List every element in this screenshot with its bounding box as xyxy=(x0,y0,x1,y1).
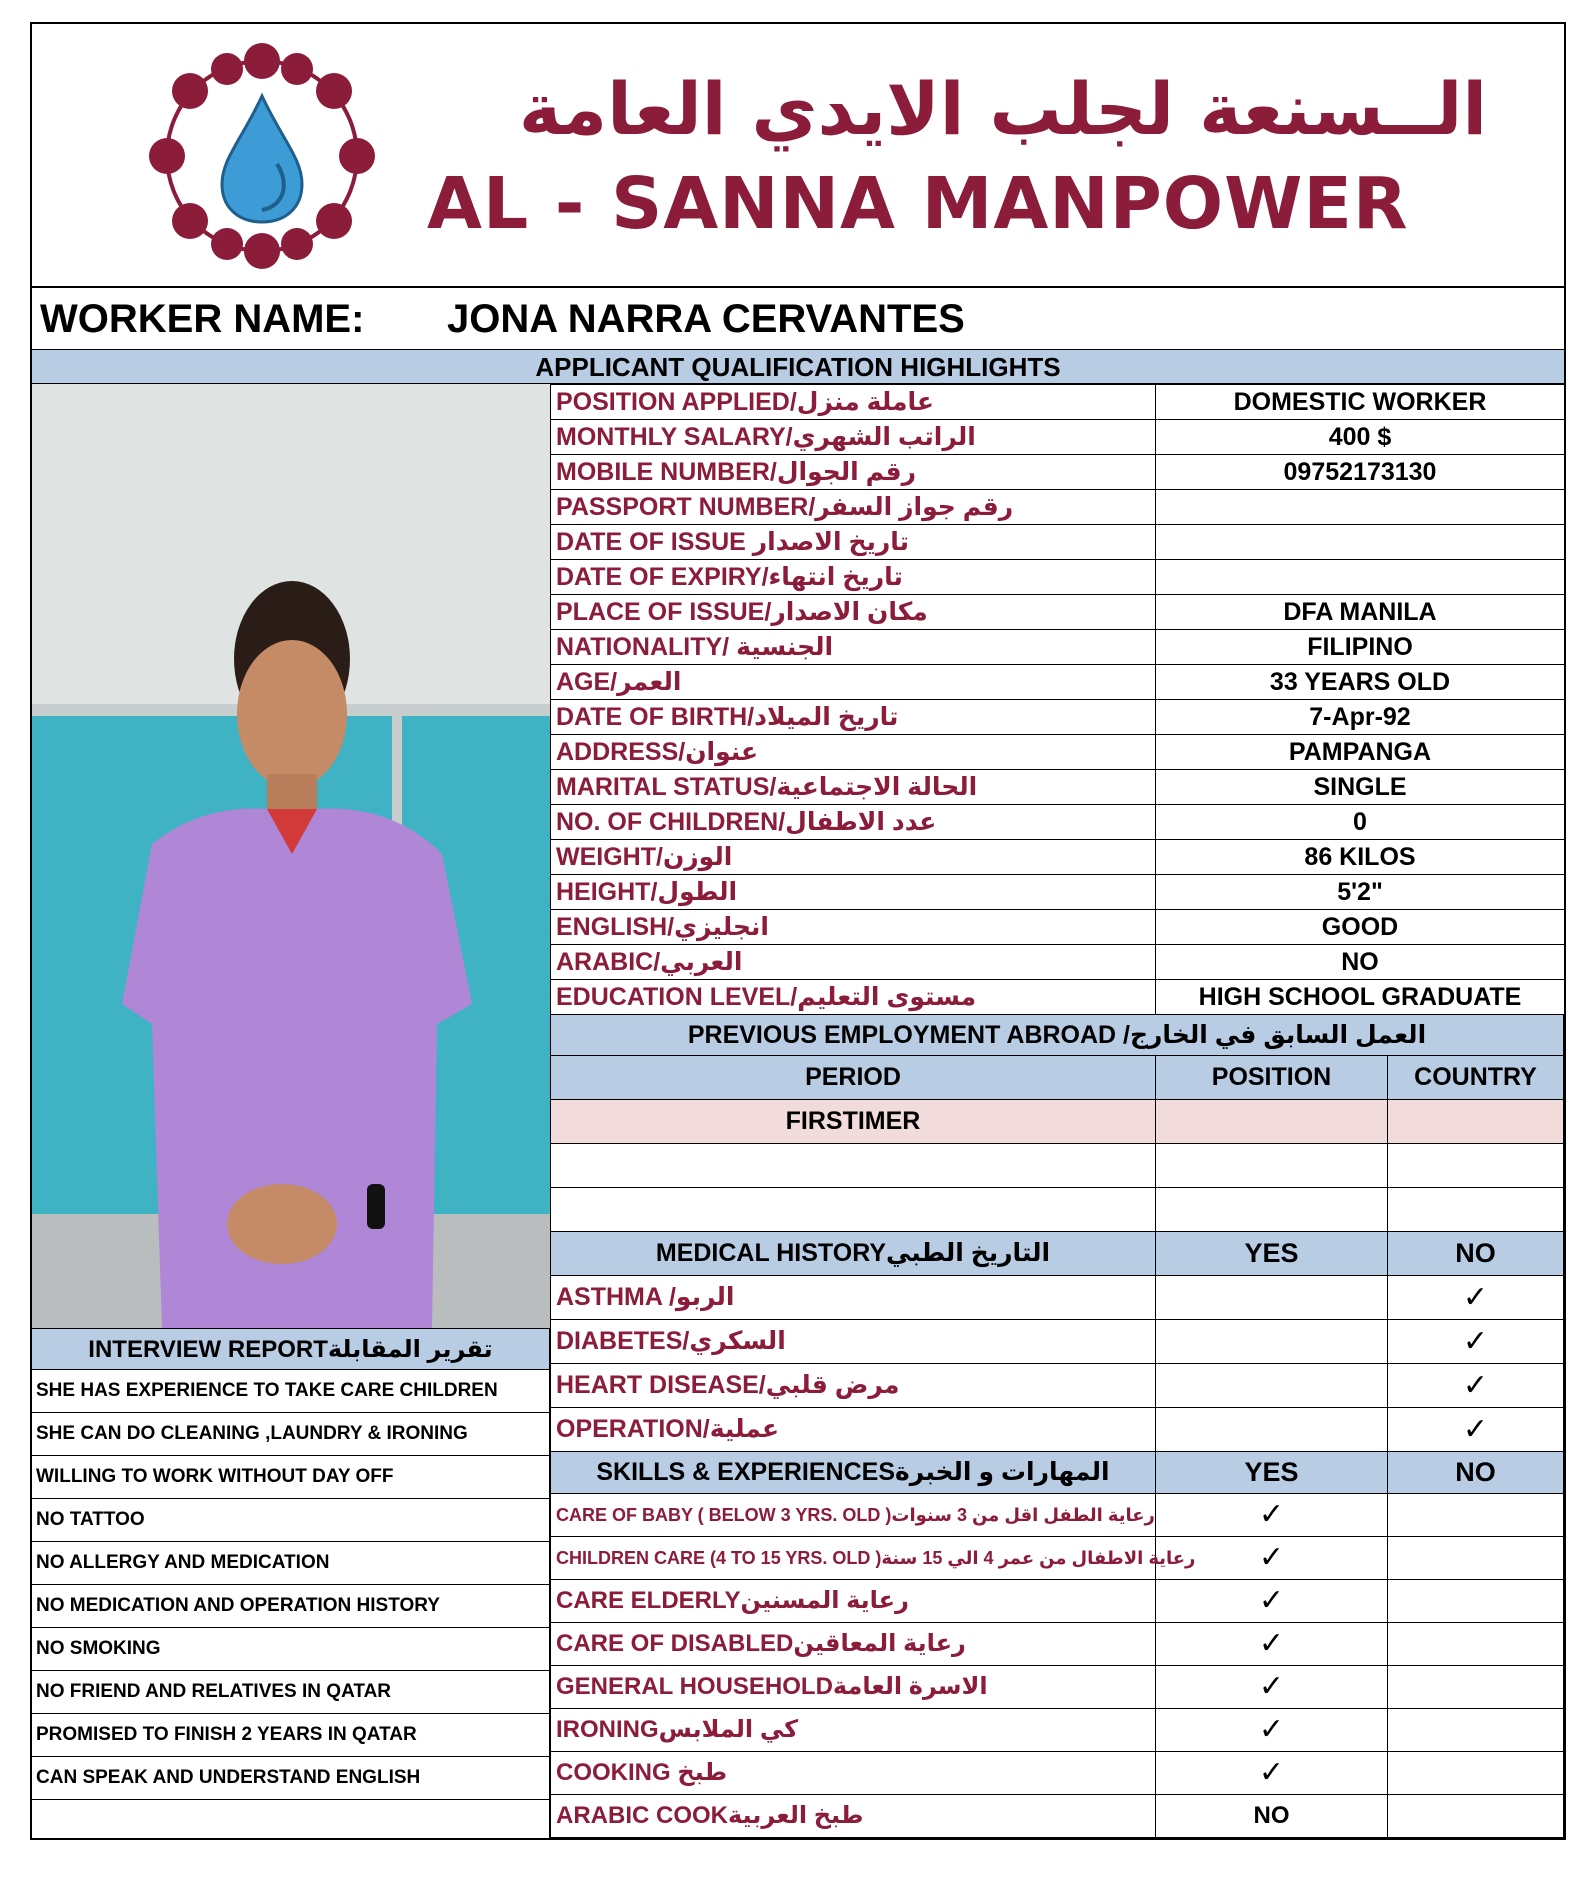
employment-header: POSITION xyxy=(1156,1056,1388,1100)
skills-title: SKILLS & EXPERIENCESالمهارات و الخبرة xyxy=(550,1452,1156,1494)
info-row xyxy=(550,944,1564,979)
info-row xyxy=(550,839,1564,874)
skill-yes-mark: ✓ xyxy=(1156,1494,1388,1537)
interview-item: NO TATTOO xyxy=(32,1499,550,1542)
info-label: NO. OF CHILDREN/عدد الاطفال xyxy=(550,805,1156,839)
info-value: 33 YEARS OLD xyxy=(1269,668,1451,696)
employment-cell xyxy=(1388,1188,1564,1232)
skills-yes-header: YES xyxy=(1156,1452,1388,1494)
interview-report-title: INTERVIEW REPORTتقرير المقابلة xyxy=(32,1328,550,1370)
qualification-title: APPLICANT QUALIFICATION HIGHLIGHTS xyxy=(32,350,1564,384)
worker-name-label: WORKER NAME: xyxy=(40,297,365,341)
interview-item: NO ALLERGY AND MEDICATION xyxy=(32,1542,550,1585)
skill-yes-mark: ✓ xyxy=(1156,1752,1388,1795)
interview-item: SHE HAS EXPERIENCE TO TAKE CARE CHILDREN xyxy=(32,1370,550,1413)
skill-no-mark xyxy=(1388,1494,1564,1537)
info-value: PAMPANGA xyxy=(1288,738,1432,766)
skill-no-mark xyxy=(1388,1752,1564,1795)
info-label: MARITAL STATUS/الحالة الاجتماعية xyxy=(550,770,1156,804)
info-row xyxy=(550,734,1564,769)
interview-item: WILLING TO WORK WITHOUT DAY OFF xyxy=(32,1456,550,1499)
employment-header: COUNTRY xyxy=(1388,1056,1564,1100)
interview-item: PROMISED TO FINISH 2 YEARS IN QATAR xyxy=(32,1714,550,1757)
info-value: DOMESTIC WORKER xyxy=(1233,388,1487,416)
info-row xyxy=(550,384,1564,419)
info-value: GOOD xyxy=(1321,913,1399,941)
employment-cell: FIRSTIMER xyxy=(550,1100,1156,1144)
skill-yes-mark: NO xyxy=(1156,1795,1388,1838)
info-label: AGE/العمر xyxy=(550,665,1156,699)
info-value: 09752173130 xyxy=(1283,458,1437,486)
skills-no-header: NO xyxy=(1388,1452,1564,1494)
company-name-english: AL - SANNA MANPOWER xyxy=(427,162,1409,245)
interview-item: CAN SPEAK AND UNDERSTAND ENGLISH xyxy=(32,1757,550,1800)
skill-no-mark xyxy=(1388,1580,1564,1623)
company-name-arabic: الــسنعة لجلب الايدي العامة xyxy=(518,67,1487,151)
info-row xyxy=(550,454,1564,489)
medical-no-mark: ✓ xyxy=(1388,1364,1564,1408)
info-row xyxy=(550,559,1564,594)
info-label: PASSPORT NUMBER/رقم جواز السفر xyxy=(550,490,1156,524)
info-label: DATE OF EXPIRY/تاريخ انتهاء xyxy=(550,560,1156,594)
skill-item-label: CARE OF DISABLEDرعاية المعاقين xyxy=(550,1623,1156,1666)
worker-name-value: JONA NARRA CERVANTES xyxy=(447,297,965,341)
info-row xyxy=(550,699,1564,734)
info-row xyxy=(550,769,1564,804)
info-row xyxy=(550,524,1564,559)
medical-item-label: ASTHMA /الربو xyxy=(550,1276,1156,1320)
skill-no-mark xyxy=(1388,1537,1564,1580)
info-row xyxy=(550,594,1564,629)
employment-cell xyxy=(550,1188,1156,1232)
info-label: ADDRESS/عنوان xyxy=(550,735,1156,769)
info-label: ENGLISH/انجليزي xyxy=(550,910,1156,944)
info-value xyxy=(1156,525,1564,559)
info-row xyxy=(550,664,1564,699)
skill-item-label: ARABIC COOKطبخ العربية xyxy=(550,1795,1156,1838)
medical-yes-mark xyxy=(1156,1320,1388,1364)
employment-cell xyxy=(1388,1100,1564,1144)
info-value: HIGH SCHOOL GRADUATE xyxy=(1198,983,1522,1011)
info-label: DATE OF ISSUE تاريخ الاصدار xyxy=(550,525,1156,559)
info-value: 86 KILOS xyxy=(1304,843,1416,871)
info-label: EDUCATION LEVEL/مستوى التعليم xyxy=(550,980,1156,1014)
info-label: POSITION APPLIED/عاملة منزل xyxy=(550,385,1156,419)
skill-yes-mark: ✓ xyxy=(1156,1666,1388,1709)
skill-yes-mark: ✓ xyxy=(1156,1537,1388,1580)
employment-title: PREVIOUS EMPLOYMENT ABROAD /العمل السابق في الخارج xyxy=(550,1014,1564,1056)
info-value: 5'2" xyxy=(1337,878,1383,906)
skill-yes-mark: ✓ xyxy=(1156,1580,1388,1623)
employment-cell xyxy=(1156,1144,1388,1188)
skill-yes-mark: ✓ xyxy=(1156,1623,1388,1666)
skill-no-mark xyxy=(1388,1795,1564,1838)
skill-item-label: GENERAL HOUSEHOLDالاسرة العامة xyxy=(550,1666,1156,1709)
interview-item: NO SMOKING xyxy=(32,1628,550,1671)
info-row xyxy=(550,489,1564,524)
applicant-cv-sheet xyxy=(30,22,1566,1840)
info-value xyxy=(1156,560,1564,594)
medical-item-label: DIABETES/السكري xyxy=(550,1320,1156,1364)
info-label: DATE OF BIRTH/تاريخ الميلاد xyxy=(550,700,1156,734)
medical-yes-header: YES xyxy=(1156,1232,1388,1276)
skill-no-mark xyxy=(1388,1666,1564,1709)
info-label: ARABIC/العربي xyxy=(550,945,1156,979)
info-label: PLACE OF ISSUE/مكان الاصدار xyxy=(550,595,1156,629)
info-label: WEIGHT/الوزن xyxy=(550,840,1156,874)
info-label: MOBILE NUMBER/رقم الجوال xyxy=(550,455,1156,489)
info-row xyxy=(550,979,1564,1014)
worker-name-row xyxy=(32,288,1564,350)
skill-no-mark xyxy=(1388,1623,1564,1666)
info-value xyxy=(1156,490,1564,524)
skill-no-mark xyxy=(1388,1709,1564,1752)
info-value: NO xyxy=(1341,948,1379,976)
skill-item-label: IRONINGكي الملابس xyxy=(550,1709,1156,1752)
employment-header: PERIOD xyxy=(550,1056,1156,1100)
water-drop-ring-icon xyxy=(112,44,412,269)
skill-yes-mark: ✓ xyxy=(1156,1709,1388,1752)
employment-cell xyxy=(1156,1100,1388,1144)
info-value: 400 $ xyxy=(1328,423,1392,451)
applicant-photo xyxy=(32,384,550,1328)
info-label: NATIONALITY/ الجنسية xyxy=(550,630,1156,664)
interview-item: SHE CAN DO CLEANING ,LAUNDRY & IRONING xyxy=(32,1413,550,1456)
medical-history-title: MEDICAL HISTORYالتاريخ الطبي xyxy=(550,1232,1156,1276)
skill-item-label: CARE ELDERLYرعاية المسنين xyxy=(550,1580,1156,1623)
employment-cell xyxy=(1388,1144,1564,1188)
interview-item: NO MEDICATION AND OPERATION HISTORY xyxy=(32,1585,550,1628)
info-row xyxy=(550,804,1564,839)
info-row xyxy=(550,629,1564,664)
skill-item-label: COOKING طبخ xyxy=(550,1752,1156,1795)
info-row xyxy=(550,909,1564,944)
medical-yes-mark xyxy=(1156,1408,1388,1452)
company-header xyxy=(32,24,1564,288)
medical-yes-mark xyxy=(1156,1276,1388,1320)
medical-item-label: OPERATION/عملية xyxy=(550,1408,1156,1452)
info-value: SINGLE xyxy=(1313,773,1407,801)
info-value: 7-Apr-92 xyxy=(1309,703,1411,731)
info-value: DFA MANILA xyxy=(1283,598,1437,626)
interview-item: NO FRIEND AND RELATIVES IN QATAR xyxy=(32,1671,550,1714)
medical-item-label: HEART DISEASE/مرض قلبي xyxy=(550,1364,1156,1408)
skill-item-label: CARE OF BABY ( BELOW 3 YRS. OLD )رعاية الطفل اقل من 3 سنوات xyxy=(550,1494,1156,1537)
employment-cell xyxy=(550,1144,1156,1188)
employment-cell xyxy=(1156,1188,1388,1232)
medical-yes-mark xyxy=(1156,1364,1388,1408)
info-label: MONTHLY SALARY/الراتب الشهري xyxy=(550,420,1156,454)
info-row xyxy=(550,419,1564,454)
info-row xyxy=(550,874,1564,909)
info-label: HEIGHT/الطول xyxy=(550,875,1156,909)
medical-no-mark: ✓ xyxy=(1388,1408,1564,1452)
info-value: FILIPINO xyxy=(1307,633,1413,661)
medical-no-mark: ✓ xyxy=(1388,1320,1564,1364)
medical-no-header: NO xyxy=(1388,1232,1564,1276)
info-value: 0 xyxy=(1353,808,1367,836)
skill-item-label: CHILDREN CARE (4 TO 15 YRS. OLD )رعاية الاطفال من عمر 4 الي 15 سنة xyxy=(550,1537,1156,1580)
interview-empty-row xyxy=(32,1800,550,1840)
medical-no-mark: ✓ xyxy=(1388,1276,1564,1320)
